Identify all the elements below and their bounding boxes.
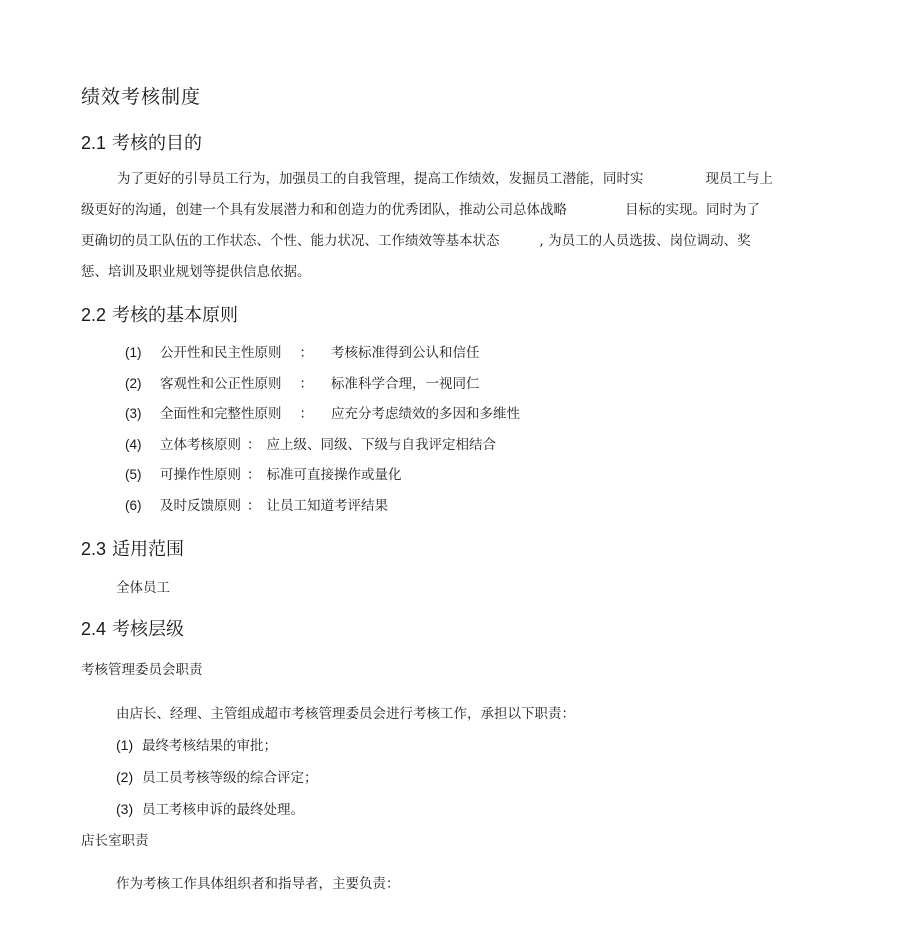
paragraph-line [81,226,837,257]
separator: ： [299,375,313,392]
principle-desc: 应充分考虑绩效的多因和多维性 [331,406,520,423]
paragraph-line [81,195,837,226]
principle-name: 立体考核原则 [160,436,241,453]
list-item [116,761,318,793]
item-index: (5) [125,467,142,483]
list-item [116,729,318,761]
section-title: 考核的基本原则 [112,305,239,326]
line-text: 为了更好的引导员工行为，加强员工的自我管理，提高工作绩效，发掘员工潜能，同时实 [117,171,644,187]
line-text: 惩、培训及职业规划等提供信息依据。 [81,264,311,280]
line-text: , 为员工的人员选拔、岗位调动、奖 [539,233,751,249]
separator: ： [299,345,313,361]
line-text: 现员工与上 [705,171,773,187]
item-index: (1) [116,737,134,753]
paragraph-line [81,164,837,195]
line-text: 级更好的沟通，创建一个具有发展潜力和和创造力的优秀团队，推动公司总体战略 [81,202,567,218]
paragraph-line [81,257,837,288]
separator: ： [247,497,261,514]
principle-name: 全面性和完整性原则 [160,406,282,423]
list-item [125,399,520,430]
line-text: 更确切的员工队伍的工作状态、个性、能力状况、工作绩效等基本状态 [81,233,500,249]
section-title: 考核的目的 [112,133,203,154]
section-number: 2.2 [81,305,107,325]
duty-text: 最终考核结果的审批； [142,738,277,754]
committee-intro: 由店长、经理、主管组成超市考核管理委员会进行考核工作，承担以下职责： [116,706,575,722]
item-index: (2) [116,769,134,785]
section-number: 2.1 [81,133,107,153]
section-heading-2-3 [81,535,184,561]
separator: ： [247,436,261,453]
item-index: (1) [125,345,142,360]
committee-duties-list [116,729,318,825]
scope-text: 全体员工 [116,580,170,596]
manager-intro: 作为考核工作具体组织者和指导者，主要负责： [116,876,400,892]
section-title: 考核层级 [112,619,185,640]
list-item [125,430,520,461]
principle-desc: 考核标准得到公认和信任 [331,345,480,361]
line-text: 目标的实现。同时为了 [625,202,760,218]
principle-desc: 应上级、同级、下级与自我评定相结合 [266,436,496,453]
principle-desc: 标准科学合理，一视同仁 [331,375,480,392]
separator: ： [247,467,261,484]
item-index: (3) [125,406,142,422]
section-heading-2-1 [81,129,202,155]
list-item [116,793,318,825]
item-index: (2) [125,375,142,391]
separator: ： [299,406,313,423]
principle-name: 可操作性原则 [160,467,241,484]
principle-desc: 让员工知道考评结果 [266,497,388,514]
purpose-paragraph [81,164,837,288]
manager-heading: 店长室职责 [81,833,149,849]
list-item [125,369,520,400]
duty-text: 员工考核申诉的最终处理。 [142,802,304,818]
item-index: (3) [116,801,134,817]
section-number: 2.3 [81,539,107,559]
section-title: 适用范围 [112,539,185,560]
principle-name: 及时反馈原则 [160,497,241,514]
item-index: (6) [125,497,142,513]
list-item [125,460,520,491]
section-heading-2-2 [81,301,238,327]
committee-heading: 考核管理委员会职责 [81,662,203,678]
list-item [125,338,520,369]
principle-name: 公开性和民主性原则 [160,345,282,361]
principle-desc: 标准可直接操作或量化 [266,467,402,484]
duty-text: 员工员考核等级的综合评定； [142,770,318,786]
document-title: 绩效考核制度 [81,86,202,108]
item-index: (4) [125,436,142,452]
principle-name: 客观性和公正性原则 [160,375,282,392]
section-number: 2.4 [81,619,107,639]
list-item [125,491,520,522]
section-heading-2-4 [81,615,184,641]
principles-list [125,338,520,522]
